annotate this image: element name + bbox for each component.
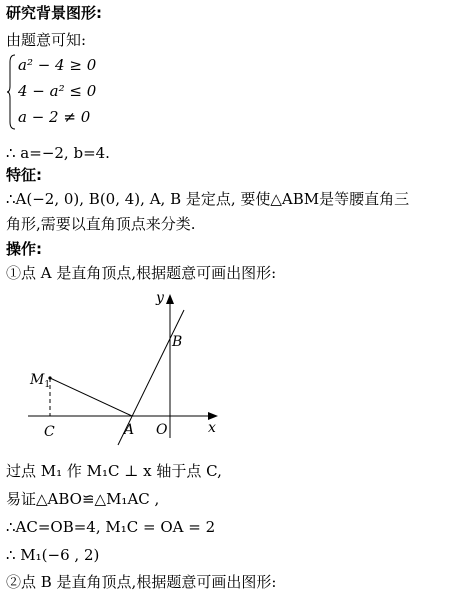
result-a-b: ∴ a=−2, b=4. bbox=[6, 144, 110, 162]
heading-feature: 特征: bbox=[6, 166, 42, 184]
label-b: B bbox=[172, 334, 183, 350]
label-x: x bbox=[208, 420, 216, 436]
label-m1: $M_1$ bbox=[30, 372, 51, 390]
heading-operation: 操作: bbox=[6, 240, 42, 258]
step-1: 过点 M₁ 作 M₁C ⊥ x 轴于点 C, bbox=[6, 462, 222, 480]
equation-3: a − 2 ≠ 0 bbox=[18, 108, 91, 126]
intro-line: 由题意可知: bbox=[6, 31, 87, 49]
feature-line-1: ∴A(−2, 0), B(0, 4), A, B 是定点, 要使△ABM是等腰直角三 bbox=[6, 190, 410, 208]
label-o: O bbox=[156, 422, 168, 438]
x-axis-arrow-icon bbox=[208, 412, 218, 420]
step-3: ∴AC=OB=4, M₁C = OA = 2 bbox=[6, 518, 216, 536]
equation-1: a² − 4 ≥ 0 bbox=[18, 56, 97, 74]
inequality-system bbox=[6, 54, 126, 130]
feature-line-2: 角形,需要以直角顶点来分类. bbox=[6, 215, 196, 233]
case-1-text: ①点 A 是直角顶点,根据题意可画出图形: bbox=[6, 264, 277, 282]
case-2-text: ②点 B 是直角顶点,根据题意可画出图形: bbox=[6, 573, 277, 591]
step-2: 易证△ABO≌△M₁AC , bbox=[6, 490, 160, 508]
label-c: C bbox=[44, 424, 55, 440]
coordinate-figure bbox=[22, 288, 227, 448]
equation-2: 4 − a² ≤ 0 bbox=[18, 82, 97, 100]
label-a: A bbox=[124, 422, 135, 438]
label-y: y bbox=[156, 290, 164, 306]
left-brace-icon bbox=[6, 54, 16, 130]
y-axis-arrow-icon bbox=[166, 294, 174, 304]
segment-m1-a bbox=[50, 378, 132, 416]
heading-background: 研究背景图形: bbox=[6, 4, 102, 22]
step-4: ∴ M₁(−6 , 2) bbox=[6, 546, 100, 564]
